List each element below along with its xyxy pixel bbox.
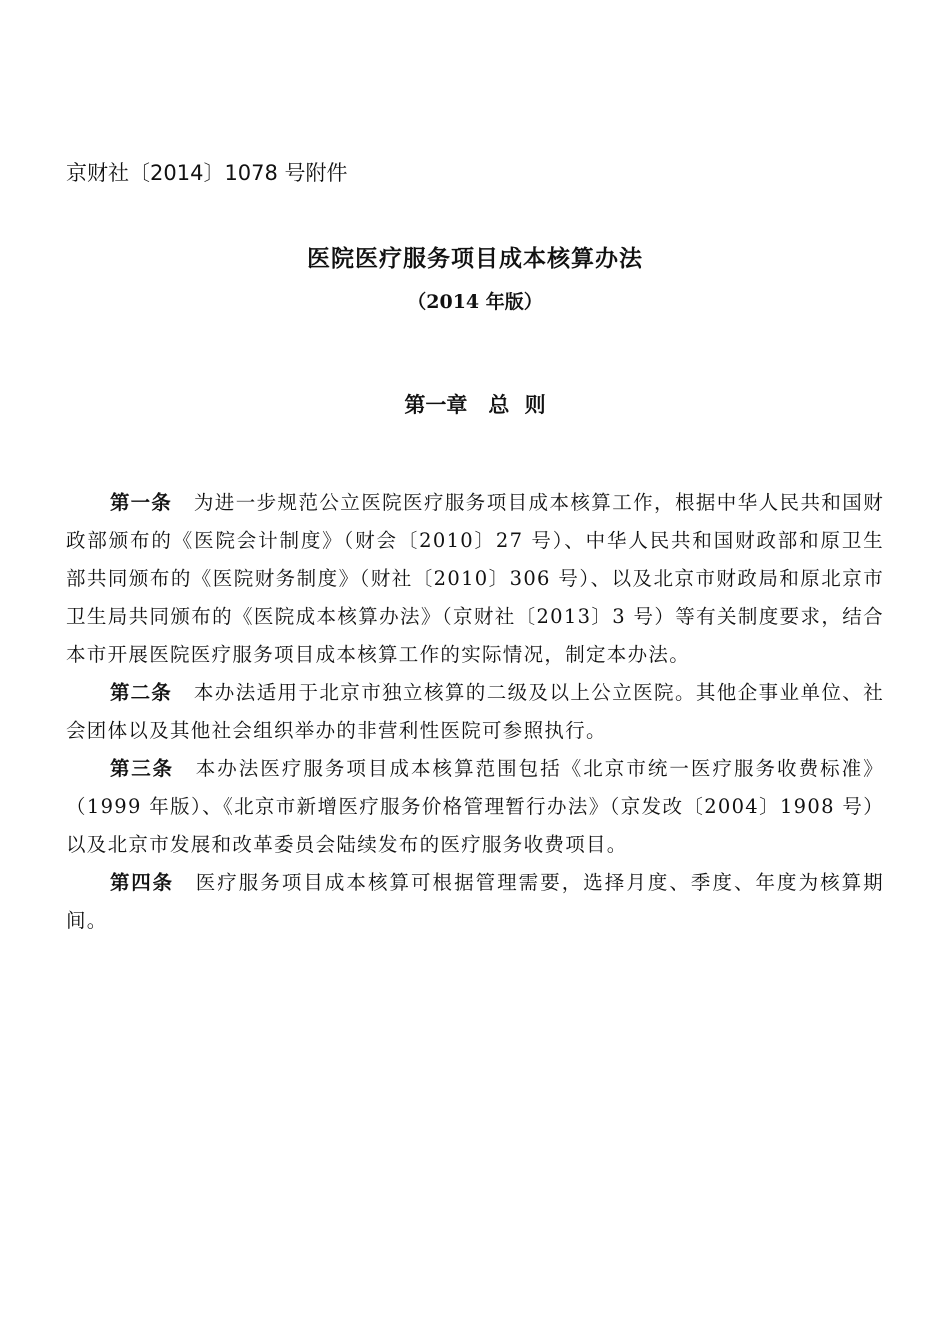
article-label: 第一条 [110,491,172,514]
article-3 [66,750,884,864]
document-title: 医院医疗服务项目成本核算办法 [307,246,643,272]
article-text: 为进一步规范公立医院医疗服务项目成本核算工作，根据中华人民共和国财政部颁布的《医院会计制度》（财会〔2010〕27 号）、中华人民共和国财政部和原卫生部共同颁布的《医院财务制度》（财社〔2010〕306 号）、以及北京市财政局和原北京市卫生局共同颁布的《医院成本核算办法》（京财社〔2013〕3 号）等有关制度要求，结合本市开展医院医疗服务项目成本核算工作的实际情况，制定本办法。 [66,491,884,666]
document-subtitle: （2014 年版） [407,291,543,313]
article-4 [66,864,884,940]
article-text: 医疗服务项目成本核算可根据管理需要，选择月度、季度、年度为核算期间。 [66,871,884,932]
article-label: 第四条 [110,871,174,894]
article-1 [66,484,884,674]
article-label: 第三条 [110,757,174,780]
article-2 [66,674,884,750]
document-reference: 京财社〔2014〕1078 号附件 [66,161,348,185]
article-text: 本办法适用于北京市独立核算的二级及以上公立医院。其他企事业单位、社会团体以及其他社会组织举办的非营利性医院可参照执行。 [66,681,884,742]
article-label: 第二条 [110,681,172,704]
document-body [66,484,884,940]
article-text: 本办法医疗服务项目成本核算范围包括《北京市统一医疗服务收费标准》（1999 年版）、《北京市新增医疗服务价格管理暂行办法》（京发改〔2004〕1908 号）以及北京市发展和改革委员会陆续发布的医疗服务收费项目。 [66,757,884,856]
chapter-heading: 第一章 总 则 [404,393,546,417]
